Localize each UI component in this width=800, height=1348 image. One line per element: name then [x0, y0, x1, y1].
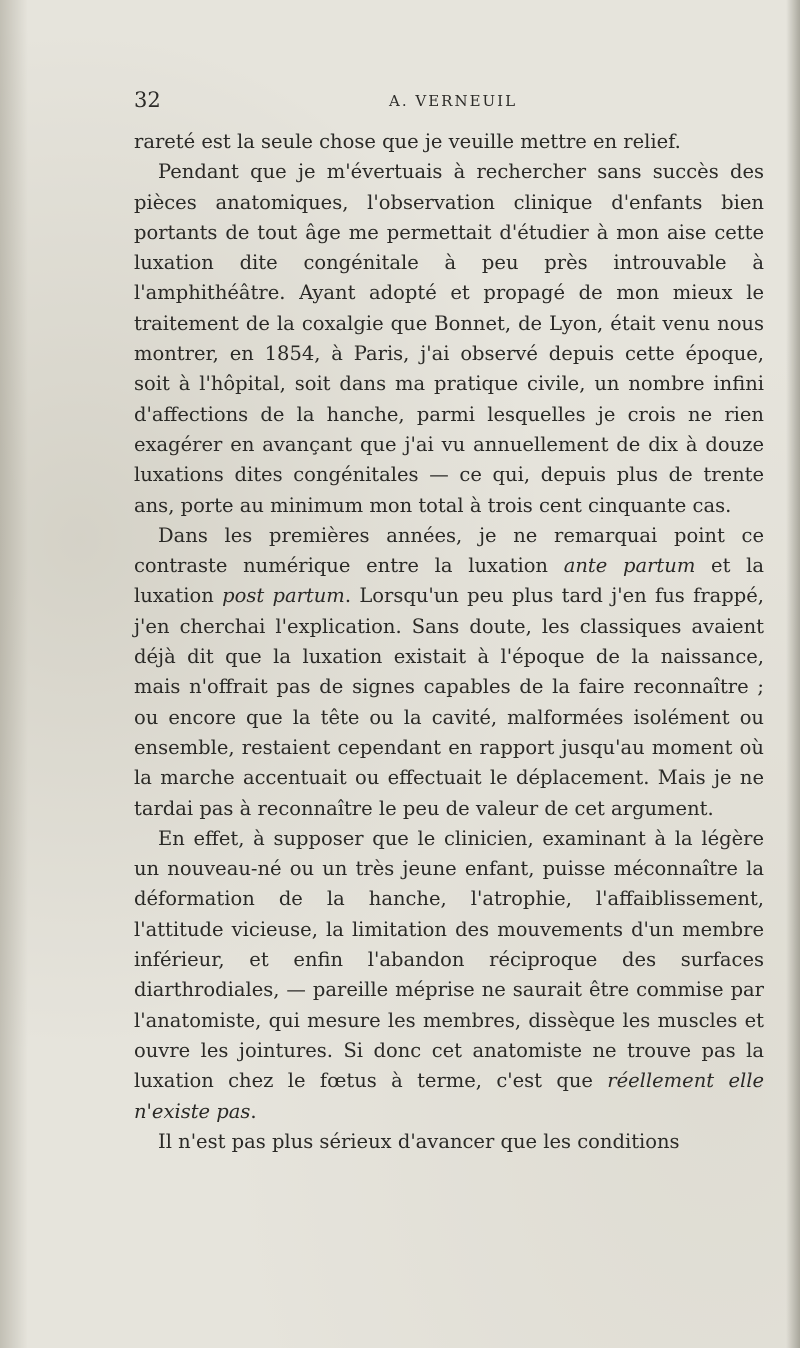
running-head: A. VERNEUIL: [389, 92, 518, 110]
page-shadow-left: [0, 0, 28, 1348]
body-text: [134, 127, 764, 1157]
paragraph-1: rareté est la seule chose que je veuille mettre en relief.: [134, 130, 681, 153]
page-header: [134, 88, 764, 118]
italic-post-partum: post partum: [222, 584, 345, 608]
page-number: 32: [134, 88, 161, 112]
italic-emphasis: réellement elle n'existe pas: [134, 1069, 764, 1123]
paragraph-5: Il n'est pas plus sérieux d'avancer que les conditions: [158, 1129, 680, 1153]
paragraph-4: En effet, à supposer que le clinicien, examinant à la légère un nouveau-né ou un très jeune enfant, puisse méconnaître la déformation de la hanche, l'atrophie, l'affaiblissement, l'attitude vicieuse, la limitation des mouvements d'un membre inférieur, et enfin l'abandon réciproque des surfaces diarthrodiales, — pareille méprise ne saurait être commise par l'anatomiste, qui mesure les membres, dissèque les muscles et ouvre les jointures. Si donc cet anatomiste ne trouve pas la luxation chez le fœtus à terme, c'est que réellement elle n'existe pas.: [134, 826, 764, 1123]
page-shadow-right: [786, 0, 800, 1348]
paragraph-3: Dans les premières années, je ne remarquai point ce contraste numérique entre la luxation ante partum et la luxation post partum. Lorsqu'un peu plus tard j'en fus frappé, j'en cherchai l'explication. Sans doute, les classiques avaient déjà dit que la luxation existait à l'époque de la naissance, mais n'offrait pas de signes capables de la faire reconnaître ; ou encore que la tête ou la cavité, malformées isolément ou ensemble, restaient cependant en rapport jusqu'au moment où la marche accentuait ou effectuait le déplacement. Mais je ne tardai pas à reconnaître le peu de valeur de cet argument.: [134, 523, 765, 820]
paragraph-2: Pendant que je m'évertuais à rechercher sans succès des pièces anatomiques, l'observation clinique d'enfants bien portants de tout âge me permettait d'étudier à mon aise cette luxation dite congénitale à peu près introuvable à l'amphithéâtre. Ayant adopté et propagé de mon mieux le traitement de la coxalgie que Bonnet, de Lyon, était venu nous montrer, en 1854, à Paris, j'ai observé depuis cette époque, soit à l'hôpital, soit dans ma pratique civile, un nombre infini d'affections de la hanche, parmi lesquelles je crois ne rien exagérer en avançant que j'ai vu annuellement de dix à douze luxations dites congénitales — ce qui, depuis plus de trente ans, porte au minimum mon total à trois cent cinquante cas.: [134, 160, 764, 517]
italic-ante-partum: ante partum: [563, 554, 696, 578]
